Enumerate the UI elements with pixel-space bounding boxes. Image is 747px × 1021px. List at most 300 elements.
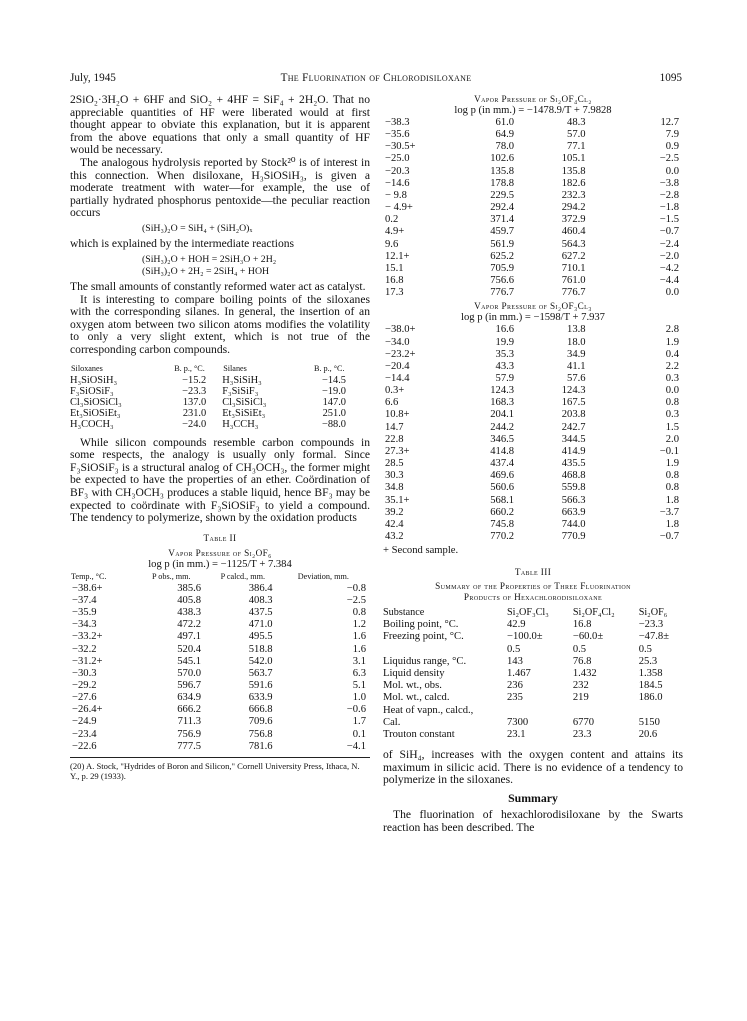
table-cell: −31.2+: [72, 655, 103, 667]
table-cell: 204.1: [490, 409, 515, 421]
table-cell: 35.3: [495, 348, 515, 360]
vp2-equation: log p (in mm.) = −1598/T + 7.937: [461, 312, 605, 324]
paragraph-catalyst: The small amounts of constantly reformed water act as catalyst.: [70, 280, 366, 294]
table-cell: −0.7: [659, 531, 679, 542]
table2-row: [70, 631, 368, 643]
vp2-table: [383, 324, 681, 543]
table-cell: 6.6: [385, 397, 399, 409]
table-cell: 16.8: [572, 619, 592, 631]
table-cell: 186.0: [638, 692, 663, 704]
table-cell: 560.6: [490, 482, 515, 494]
table-cell: 219: [572, 692, 589, 704]
table-cell: 545.1: [177, 655, 202, 667]
table-cell: 385.6: [177, 582, 202, 594]
table-cell: −20.3: [385, 165, 410, 177]
vp1-row: [383, 263, 681, 275]
vp1-row: [383, 287, 681, 299]
table3-row: [383, 705, 683, 717]
vp1-row: [383, 129, 681, 141]
table-cell: 1.9: [665, 458, 679, 470]
footnote-20: (20) A. Stock, "Hydrides of Boron and Silicon," Cornell University Press, Ithaca, N. Y., p. 29 (1933).: [70, 760, 360, 782]
table-cell: 437.4: [490, 458, 515, 470]
table-cell: 542.0: [248, 655, 273, 667]
table2-row: [70, 692, 368, 704]
table-cell: [503, 705, 569, 717]
table-cell: 564.3: [561, 238, 586, 250]
table-cell: 5.1: [352, 680, 366, 692]
table-cell: −0.1: [659, 445, 679, 457]
paragraph-hf-reaction: 2SiO₂·3H₂O + 6HF and SiO₂ + 4HF = SiF₄ + 2H₂O. That no appreciable quantities of HF were liberated would at first thought appear to obviate this explanation, but it is apparent from the above equations that only a small quantity of HF would be necessary.: [70, 93, 370, 157]
table-cell: 518.8: [248, 643, 273, 655]
table-cell: 7300: [507, 716, 529, 728]
table-cell: 35.1+: [385, 494, 410, 506]
table-cell: 143: [507, 655, 523, 667]
table-cell: 292.4: [490, 202, 515, 214]
vp1-row: [383, 202, 681, 214]
table-cell: 781.6: [248, 740, 273, 752]
second-sample-note: + Second sample.: [383, 545, 459, 557]
vp2-row: [383, 349, 681, 361]
table-cell: 13.8: [567, 324, 586, 336]
table-cell: 0.1: [352, 728, 366, 740]
table-cell: 251.0: [322, 408, 346, 420]
table-cell: −38.3: [385, 117, 410, 128]
table-cell: 16.8: [385, 275, 404, 287]
table-cell: 566.3: [561, 494, 586, 506]
table-cell: 625.2: [490, 250, 515, 262]
vp2-row: [383, 385, 681, 397]
table2-row: [70, 680, 368, 692]
table-cell: 497.1: [177, 631, 202, 643]
table3-row: [383, 680, 683, 692]
table-cell: −2.4: [659, 238, 679, 250]
table-cell: 203.8: [561, 409, 586, 421]
table-cell: 710.1: [561, 262, 586, 274]
vp2-row: [383, 361, 681, 373]
table-cell: −100.0±: [507, 631, 543, 643]
table-cell: 23.1: [507, 728, 526, 740]
table3-row: [383, 729, 683, 741]
paragraph-intermediate: which is explained by the intermediate reactions: [70, 237, 295, 251]
vp1-table: [383, 117, 681, 299]
vp1-row: [383, 178, 681, 190]
table-cell: −30.3: [72, 667, 97, 679]
table-cell: 57.9: [495, 372, 515, 384]
table-cell: 20.6: [638, 728, 658, 740]
table-cell: 756.8: [248, 728, 273, 740]
table-cell: Heat of vapn., calcd.,: [383, 704, 474, 716]
table-cell: 236: [507, 680, 523, 692]
table-cell: 235: [507, 692, 523, 704]
table-cell: 438.3: [177, 607, 202, 619]
table-cell: 19.9: [495, 336, 515, 348]
table-cell: −0.6: [346, 704, 366, 716]
table-cell: H₃CCH₃: [222, 419, 259, 431]
table2-row: [70, 741, 368, 753]
table-cell: 561.9: [490, 238, 515, 250]
table-cell: F₃SiOSiF₃: [70, 385, 114, 397]
table-cell: 0.0: [665, 385, 679, 397]
table-cell: 124.3: [561, 385, 586, 397]
vp1-row: [383, 153, 681, 165]
table-cell: 30.3: [385, 470, 404, 482]
table-cell: Cal.: [383, 716, 401, 728]
vp1-equation: log p (in mm.) = −1478.9/T + 7.9828: [454, 105, 612, 116]
table-cell: 756.9: [177, 728, 202, 740]
table-cell: 460.4: [561, 226, 586, 238]
table3-row: [383, 631, 683, 643]
table-cell: −3.7: [659, 506, 679, 518]
table-cell: [635, 705, 683, 717]
table-cell: 105.1: [561, 153, 586, 165]
table-cell: 57.0: [567, 129, 586, 141]
vp2-row: [383, 324, 681, 336]
table-cell: 468.8: [561, 470, 586, 482]
table-cell: 27.3+: [385, 445, 410, 457]
table-cell: F₃SiSiF₃: [222, 385, 259, 397]
table-cell: 705.9: [490, 262, 515, 274]
table-cell: 168.3: [490, 397, 515, 409]
vp2-row: [383, 422, 681, 434]
table-cell: −14.6: [385, 177, 410, 189]
table-cell: 627.2: [561, 250, 586, 262]
table-cell: 761.0: [561, 275, 586, 287]
boiling-point-row: [70, 419, 362, 430]
table-cell: −14.4: [385, 372, 410, 384]
table-cell: −35.9: [72, 607, 97, 619]
table2-row: [70, 704, 368, 716]
table-cell: 25.3: [638, 655, 658, 667]
table-cell: −26.4+: [72, 704, 103, 716]
table-cell: 28.5: [385, 458, 404, 470]
table-cell: 6.3: [352, 667, 366, 679]
table-cell: −2.5: [659, 153, 679, 165]
vp2-row: [383, 507, 681, 519]
vp1-row: [383, 214, 681, 226]
vp2-row: [383, 373, 681, 385]
vp1-row: [383, 141, 681, 153]
table-cell: 1.8: [665, 518, 679, 530]
table-cell: Mol. wt., calcd.: [383, 692, 450, 704]
table2-row: [70, 716, 368, 728]
table-cell: 231.0: [182, 408, 207, 420]
table-cell: 12.1+: [385, 250, 410, 262]
table-cell: 34.9: [567, 348, 586, 360]
table-cell: −25.0: [385, 153, 410, 165]
table-cell: 0.8: [665, 470, 679, 482]
table-cell: 167.5: [561, 397, 586, 409]
vp1-row: [383, 275, 681, 287]
table-cell: −38.6+: [72, 582, 103, 594]
table-cell: 14.7: [385, 421, 404, 433]
table-cell: 663.9: [561, 506, 586, 518]
table-cell: Trouton constant: [383, 728, 455, 740]
table-cell: 459.7: [490, 226, 515, 238]
table-cell: 568.1: [490, 494, 515, 506]
table-cell: 1.467: [507, 667, 531, 679]
table-cell: −33.2+: [72, 631, 103, 643]
table-cell: −34.0: [385, 336, 410, 348]
table-cell: 5150: [638, 716, 660, 728]
table-cell: 294.2: [561, 202, 586, 214]
table-cell: −60.0±: [572, 631, 604, 643]
table-cell: −4.2: [659, 262, 679, 274]
vp1-row: [383, 251, 681, 263]
table-cell: 634.9: [177, 692, 202, 704]
table-cell: 232.3: [561, 189, 586, 201]
table-cell: 102.6: [490, 153, 515, 165]
table-cell: 57.6: [567, 372, 586, 384]
vp2-row: [383, 337, 681, 349]
table-cell: 471.0: [248, 619, 273, 631]
table-cell: 34.8: [385, 482, 404, 494]
table-cell: 346.5: [490, 433, 515, 445]
table-cell: 666.8: [248, 704, 273, 716]
table-cell: −47.8±: [638, 631, 670, 643]
table-cell: 0.3: [665, 372, 679, 384]
table-cell: 76.8: [572, 655, 592, 667]
equation-intermediate: (SiH₃)₂O + HOH = 2SiH₃O + 2H₂ (SiH₃)₂O + 2H₂ = 2SiH₄ + HOH: [142, 254, 277, 277]
table-cell: 1.8: [665, 494, 679, 506]
table-cell: 0.9: [665, 141, 679, 153]
table-cell: 16.6: [495, 324, 515, 336]
table-cell: 437.5: [248, 607, 273, 619]
table-cell: −35.6: [385, 129, 410, 141]
table-cell: 229.5: [490, 189, 515, 201]
table-cell: 4.9+: [385, 226, 405, 238]
table-cell: −24.9: [72, 716, 97, 728]
footnote-rule: [70, 757, 370, 758]
table2-row: [70, 607, 368, 619]
table-cell: −29.2: [72, 680, 97, 692]
table-cell: 78.0: [495, 141, 515, 153]
table-cell: 6770: [572, 716, 595, 728]
table-cell: −0.8: [346, 582, 366, 594]
table-cell: 756.6: [490, 275, 515, 287]
table-cell: [383, 644, 503, 656]
table-cell: 405.8: [177, 594, 202, 606]
table2-caption: Table II: [203, 532, 237, 543]
table-cell: 744.0: [561, 518, 586, 530]
table-cell: 0.3+: [385, 385, 405, 397]
table-cell: 124.3: [490, 385, 515, 397]
table-cell: 232: [572, 680, 589, 692]
table-cell: 777.5: [177, 740, 202, 752]
page-number: 1095: [659, 72, 682, 84]
header-date: July, 1945: [70, 72, 116, 84]
table-cell: −23.3: [638, 619, 664, 631]
table-cell: 17.3: [385, 287, 404, 299]
table-cell: 1.9: [665, 336, 679, 348]
boiling-point-row: [70, 375, 362, 386]
table-cell: −24.0: [182, 419, 207, 431]
table-cell: −3.8: [659, 177, 679, 189]
table-cell: 2.8: [665, 324, 679, 336]
table-cell: 178.8: [490, 177, 515, 189]
vp1-row: [383, 190, 681, 202]
table2-equation: log p (in mm.) = −1125/T + 7.384: [148, 558, 292, 570]
table-cell: 22.8: [385, 433, 404, 445]
table-cell: 0.2: [385, 214, 399, 226]
table-cell: 0.3: [665, 409, 679, 421]
table-cell: 770.2: [490, 531, 515, 542]
vp2-row: [383, 470, 681, 482]
table-cell: [569, 705, 635, 717]
table-cell: 242.7: [561, 421, 586, 433]
table-cell: 42.4: [385, 518, 404, 530]
table-cell: 15.1: [385, 262, 404, 274]
boiling-point-row: [70, 397, 362, 408]
vp1-row: [383, 226, 681, 238]
right-column: [383, 94, 683, 834]
table-cell: H₃SiOSiH₃: [70, 374, 118, 386]
table-cell: 563.7: [248, 667, 273, 679]
running-header: [70, 72, 682, 86]
paragraph-boiling-points: It is interesting to compare boiling points of the siloxanes with the corresponding silanes. In general, the insertion of an oxygen atom between two silicon atoms modifies the volatility to only a very slight extent, which is not true of the corresponding carbon compounds.: [70, 292, 370, 356]
table-cell: 0.8: [665, 397, 679, 409]
table2-title: Vapor Pressure of Si₂OF₆: [168, 547, 272, 558]
table-cell: −1.8: [659, 202, 679, 214]
table-cell: Liquidus range, °C.: [383, 655, 467, 667]
left-column: [70, 94, 370, 781]
table-cell: 2.2: [665, 360, 679, 372]
table-cell: 12.7: [660, 117, 679, 128]
table-cell: 633.9: [248, 692, 273, 704]
table-cell: 495.5: [248, 631, 273, 643]
table3-row: [383, 692, 683, 704]
table-cell: 0.8: [665, 482, 679, 494]
table3-row: [383, 717, 683, 729]
table-cell: 64.9: [495, 129, 515, 141]
table-cell: 776.7: [561, 287, 586, 299]
table-cell: 1.5: [665, 421, 679, 433]
table-cell: Cl₃SiSiCl₃: [222, 397, 267, 408]
table-cell: 776.7: [490, 287, 515, 299]
table-cell: H₃COCH₃: [70, 419, 114, 431]
table-cell: −27.6: [72, 692, 97, 704]
table-cell: 43.2: [385, 531, 404, 542]
vp2-row: [383, 495, 681, 507]
table-cell: −4.4: [659, 275, 679, 287]
table-cell: 414.9: [561, 445, 586, 457]
table-cell: 0.0: [665, 165, 679, 177]
table-cell: −23.3: [182, 385, 207, 397]
table-cell: 135.8: [490, 165, 515, 177]
paragraph-ether-analogy: While silicon compounds resemble carbon compounds in some respects, the analogy is usually only formal. Since F₃SiOSiF₃ is a structural analog of CH₃OCH₃, the former might be expected to have the properties of an ether. Coördination of BF₃ with CH₃OCH₃ produces a stable liquid, hence BF₃ may be expected to coördinate with F₃SiOSiF₃ to yield a compound. The tendency to polymerize, shown by the oxidation products: [70, 435, 370, 525]
table-cell: −0.7: [659, 226, 679, 238]
table3-row: [383, 619, 683, 631]
table-cell: − 9.8: [385, 189, 407, 201]
table-cell: −23.4: [72, 728, 97, 740]
table-cell: −88.0: [321, 419, 346, 431]
table2-row: [70, 668, 368, 680]
table-cell: 182.6: [561, 177, 586, 189]
table-cell: 244.2: [490, 421, 515, 433]
table-cell: 0.8: [352, 607, 366, 619]
vp2-row: [383, 434, 681, 446]
table-cell: 520.4: [177, 643, 202, 655]
table3-title-line2: Products of Hexachlorodisiloxane: [463, 592, 603, 603]
table-cell: 48.3: [567, 117, 586, 128]
table-cell: 10.8+: [385, 409, 410, 421]
table-cell: Freezing point, °C.: [383, 631, 464, 643]
table-cell: 23.3: [572, 728, 592, 740]
table-cell: −2.5: [346, 594, 366, 606]
table-cell: −37.4: [72, 594, 97, 606]
table-cell: 0.5: [572, 643, 587, 655]
table-cell: Cl₃SiOSiCl₃: [70, 397, 122, 408]
table3-row: [383, 668, 683, 680]
table2-row: [70, 656, 368, 668]
vp2-title: Vapor Pressure of Si₂OF₃Cl₃: [474, 301, 592, 312]
paragraph-stock-hydrolysis: The analogous hydrolysis reported by Stock²⁰ is of interest in this connection. When disiloxane, H₃SiOSiH₃, is given a moderate treatment with water—for example, the use of partially hydrated phosphorus pentoxide—the peculiar reaction occurs: [70, 155, 370, 220]
table-cell: 18.0: [567, 336, 586, 348]
table-cell: −1.5: [659, 214, 679, 226]
boiling-point-table: Siloxanes B. p., °C. Silanes B. p., °C. H₃SiOSiH₃ −15.2 H₃SiSiH₃ −14.5 F₃SiOSiF₃ −23.3 F₃SiSiF₃ −19.0 Cl₃SiOSiCl₃ 137.0 Cl₃SiSiCl₃ 147.0 Et₃SiOSiEt₃ 231.0 Et₃SiSiEt₃ 251.0 H₃COCH₃ −24.0 H₃CCH₃ −88.0: [70, 363, 362, 431]
table-cell: H₃SiSiH₃: [222, 374, 262, 386]
table-cell: 469.6: [490, 470, 515, 482]
table2-row: [70, 583, 368, 595]
table-cell: 0.4: [665, 348, 679, 360]
table-cell: 1.6: [352, 631, 366, 643]
vp2-row: [383, 519, 681, 531]
table-cell: −15.2: [182, 374, 207, 386]
table-cell: 0.5: [638, 643, 652, 655]
table-cell: − 4.9+: [385, 202, 413, 214]
table-cell: 42.9: [507, 619, 526, 631]
table-cell: −38.0+: [385, 324, 416, 336]
vp2-row: [383, 409, 681, 421]
table-cell: 745.8: [490, 518, 515, 530]
table-cell: Et₃SiOSiEt₃: [70, 408, 121, 420]
table-cell: Liquid density: [383, 667, 445, 679]
table-cell: 147.0: [322, 397, 346, 408]
vp1-row: [383, 239, 681, 251]
table-cell: −30.5+: [385, 141, 416, 153]
table3-caption: Table III: [514, 567, 552, 578]
vp1-row: [383, 166, 681, 178]
table2-vapor-pressure: Temp., °C. P obs., mm. P calcd., mm. Deviation, mm. −38.6+ 385.6 386.4 −0.8 −37.4 405.8 408.3 −2.5 −35.9 438.3 437.5 0.8 −34.3 472.2 471.0 1.2 −33.2+ 497.1 495.5 1.6 −32.2 520.4 518.8 1.6 −31.2+ 545.1 542.0 3.1 −30.3 570.0 563.7 6.3 −29.2 596.7 591.6 5.1 −27.6 634.9 633.9 1.0 −26.4+ 666.2 666.8 −0.6 −24.9 711.3 709.6 1.7 −23.4 756.9 756.8 0.1 −22.6 777.5 781.6 −4.1: [71, 571, 366, 752]
table-cell: −23.2+: [385, 348, 416, 360]
table-cell: 709.6: [248, 716, 273, 728]
vp2-row: [383, 446, 681, 458]
table-cell: 666.2: [177, 704, 202, 716]
table-cell: 711.3: [177, 716, 202, 728]
table-cell: 1.6: [352, 643, 366, 655]
table-cell: −2.8: [659, 189, 679, 201]
table-cell: 3.1: [352, 655, 366, 667]
table-cell: −34.3: [72, 619, 97, 631]
paragraph-silicic-acid: of SiH₄, increases with the oxygen content and attains its maximum in silicic acid. There is no evidence of a tendency to polymerize in the siloxanes.: [383, 748, 683, 787]
table-cell: 372.9: [561, 214, 586, 226]
table-cell: Boiling point, °C.: [383, 619, 459, 631]
table2-row: [70, 619, 368, 631]
table-cell: 371.4: [490, 214, 515, 226]
table-cell: 1.7: [352, 716, 366, 728]
vp1-row: [383, 117, 681, 129]
table-cell: 39.2: [385, 506, 404, 518]
table-cell: 570.0: [177, 667, 202, 679]
table-cell: 9.6: [385, 238, 399, 250]
table-cell: 0.0: [665, 287, 679, 299]
table-cell: 43.3: [495, 360, 515, 372]
table-cell: Et₃SiSiEt₃: [222, 408, 266, 420]
table-cell: 408.3: [248, 594, 273, 606]
table-cell: −22.6: [72, 740, 97, 752]
table-cell: 660.2: [490, 506, 515, 518]
table-cell: 7.9: [665, 129, 679, 141]
table2-row: [70, 644, 368, 656]
